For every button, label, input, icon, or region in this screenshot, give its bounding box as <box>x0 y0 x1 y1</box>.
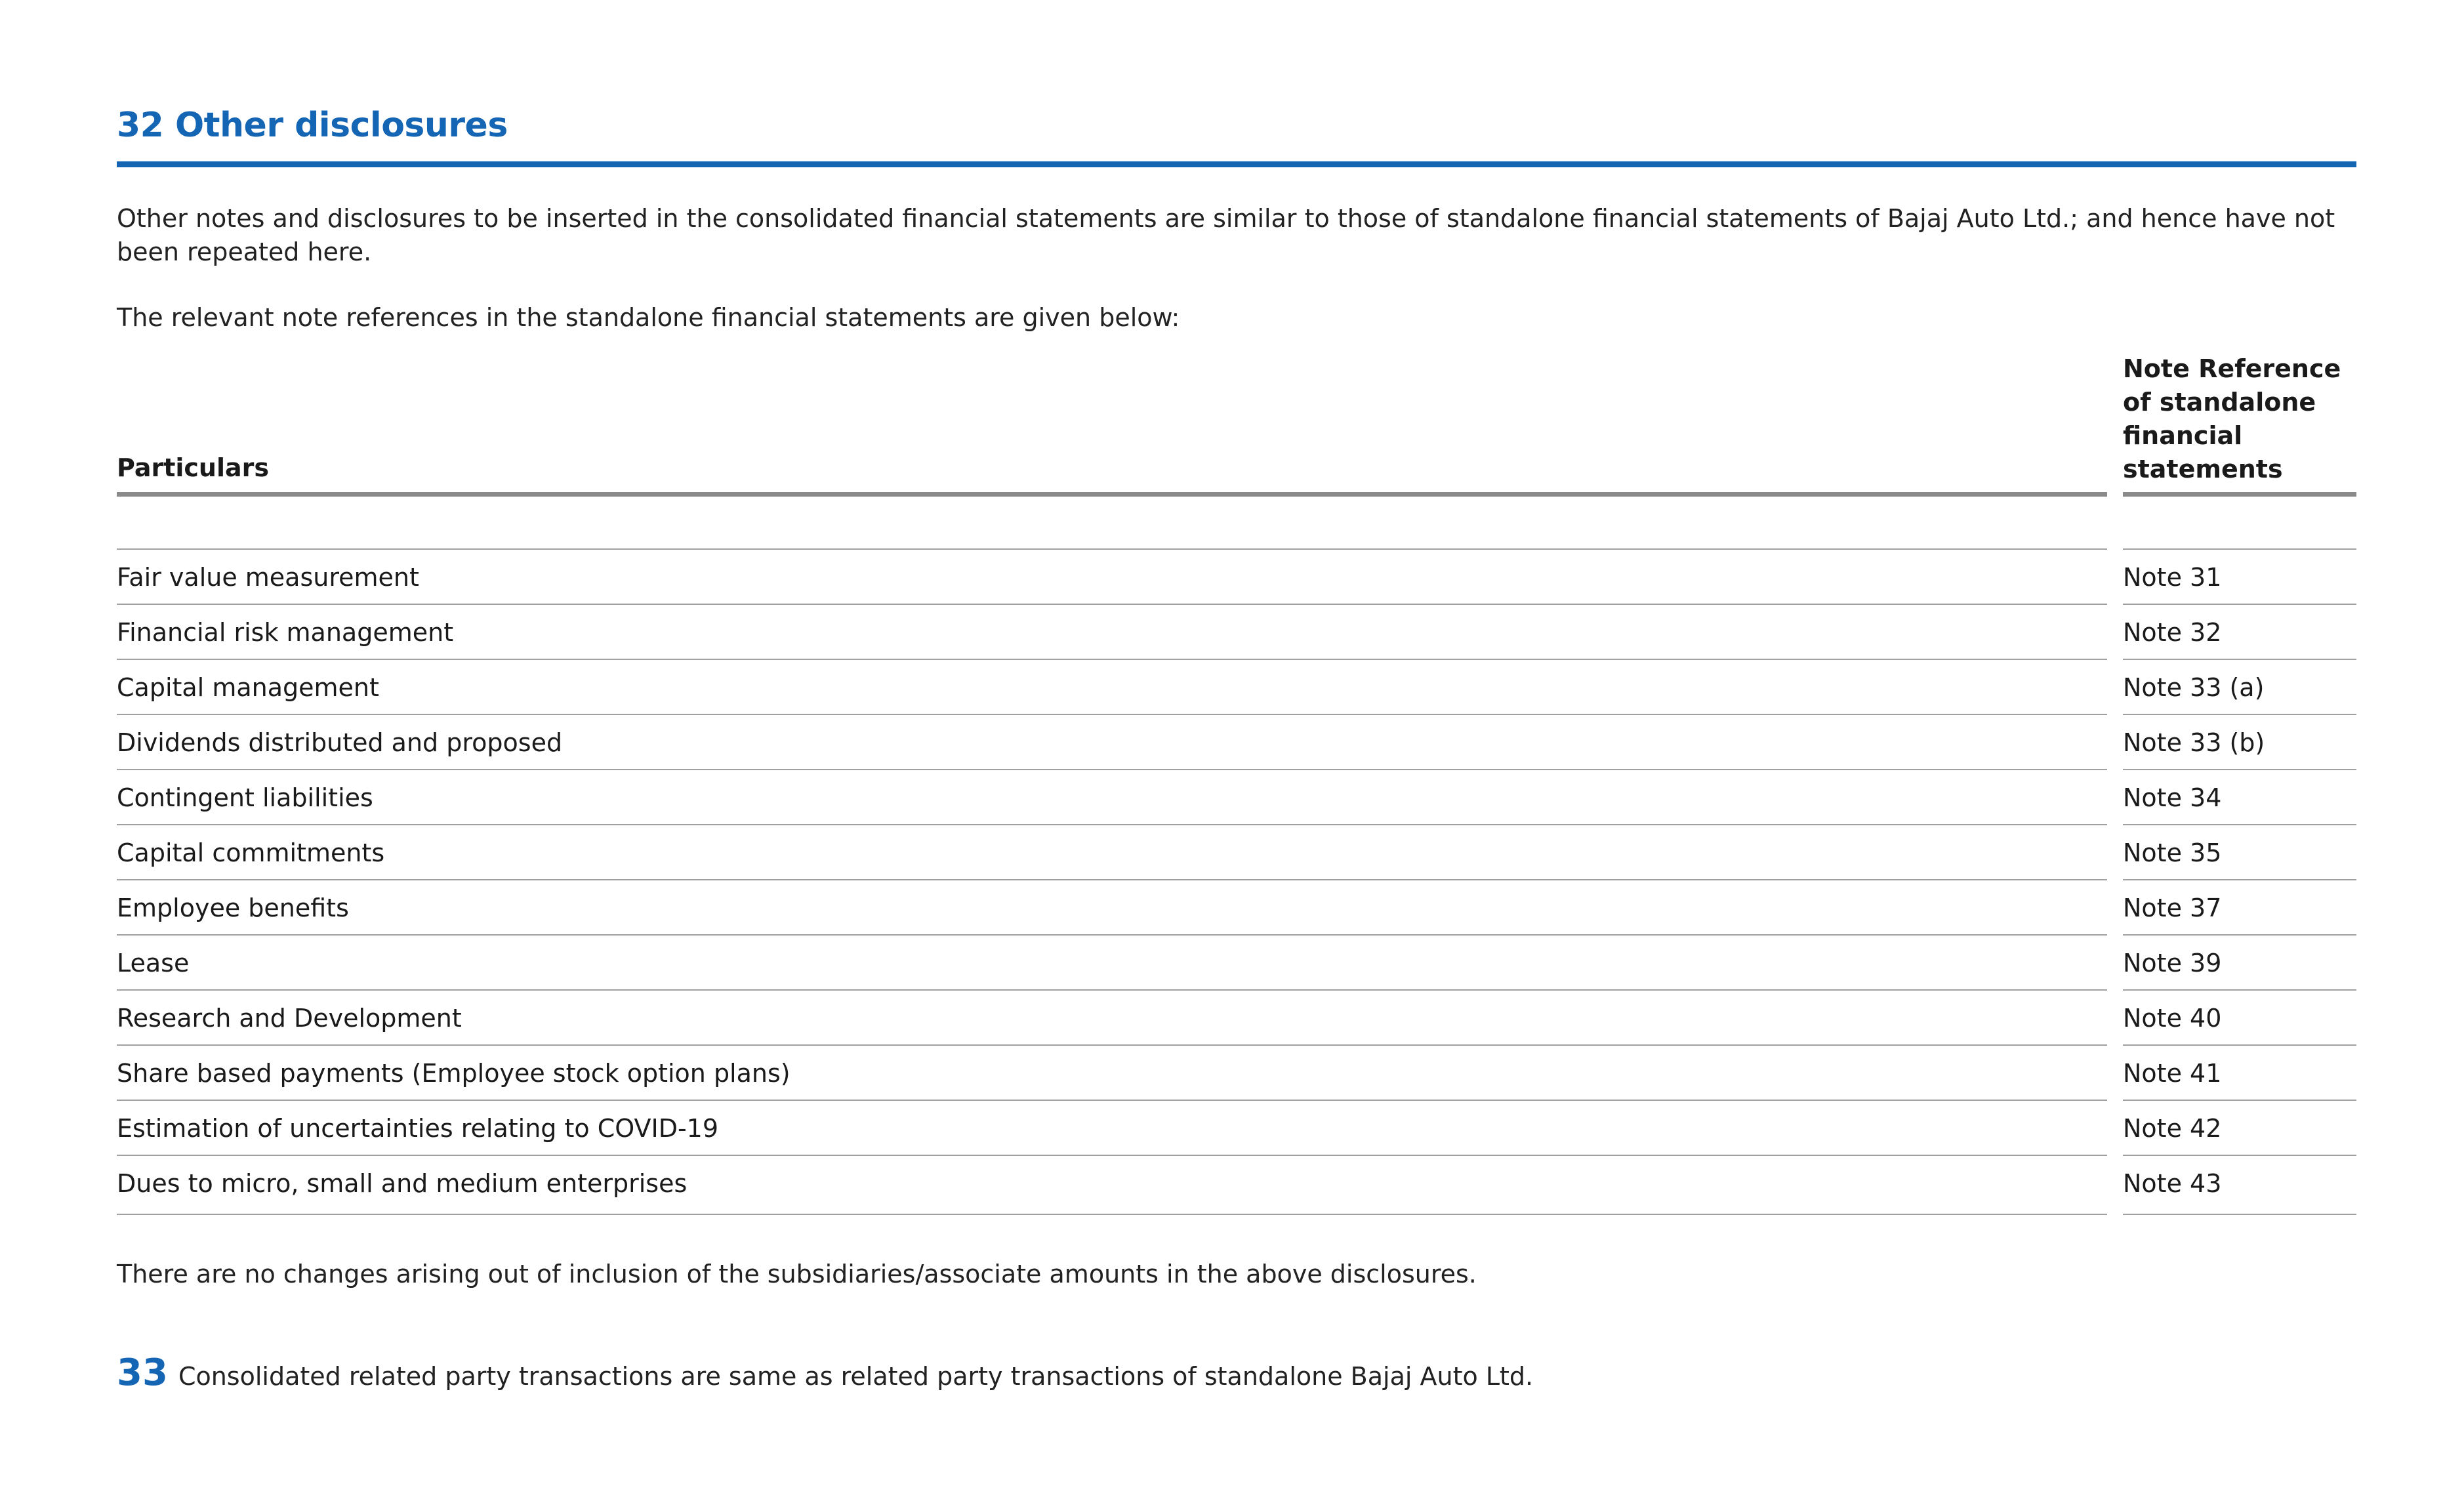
table-row <box>117 1046 2356 1101</box>
note-33 <box>117 1351 1533 1394</box>
section-title: 32 Other disclosures <box>117 106 508 145</box>
particular-cell: Employee benefits <box>117 879 2107 936</box>
note-reference-cell: Note 33 (a) <box>2123 659 2356 715</box>
table-row <box>117 770 2356 825</box>
table-bottom-rule-note-reference <box>2123 1214 2356 1215</box>
particular-cell: Research and Development <box>117 989 2107 1046</box>
intro-paragraph: Other notes and disclosures to be inserted in the consolidated financial statements are similar to those of standalone financial statements of Bajaj Auto Ltd.; and hence have not been repeated here. <box>117 204 2335 266</box>
note-reference-cell: Note 40 <box>2123 989 2356 1046</box>
section-title-rule <box>117 161 2356 167</box>
note-reference-cell: Note 35 <box>2123 824 2356 880</box>
note-reference-cell: Note 31 <box>2123 548 2356 605</box>
header-rule-note-reference <box>2123 492 2356 497</box>
note-reference-cell: Note 34 <box>2123 769 2356 825</box>
particular-cell: Lease <box>117 934 2107 991</box>
note-33-text: Consolidated related party transactions are same as related party transactions of standalone Bajaj Auto Ltd. <box>178 1362 1534 1391</box>
particular-cell: Financial risk management <box>117 604 2107 660</box>
note-reference-cell: Note 42 <box>2123 1100 2356 1156</box>
header-rule-particulars <box>117 492 2107 497</box>
table-row <box>117 1101 2356 1156</box>
particular-cell: Estimation of uncertainties relating to COVID-19 <box>117 1100 2107 1156</box>
table-row <box>117 936 2356 991</box>
table-intro-paragraph: The relevant note references in the standalone financial statements are given below: <box>117 303 1180 332</box>
particular-cell: Capital management <box>117 659 2107 715</box>
note-reference-cell: Note 37 <box>2123 879 2356 936</box>
table-row <box>117 880 2356 936</box>
particular-cell: Capital commitments <box>117 824 2107 880</box>
particular-cell: Contingent liabilities <box>117 769 2107 825</box>
table-row <box>117 825 2356 880</box>
particular-cell: Dues to micro, small and medium enterprises <box>117 1155 2107 1211</box>
table-row <box>117 991 2356 1046</box>
particular-cell: Fair value measurement <box>117 548 2107 605</box>
note-reference-cell: Note 32 <box>2123 604 2356 660</box>
note-reference-cell: Note 33 (b) <box>2123 714 2356 770</box>
note-33-number: 33 <box>117 1351 168 1394</box>
particular-cell: Share based payments (Employee stock option plans) <box>117 1044 2107 1101</box>
note-reference-cell: Note 41 <box>2123 1044 2356 1101</box>
table-bottom-rule-particulars <box>117 1214 2107 1215</box>
closing-paragraph: There are no changes arising out of inclusion of the subsidiaries/associate amounts in the above disclosures. <box>117 1260 1477 1288</box>
table-row <box>117 605 2356 660</box>
column-header-note-reference: Note Reference of standalone financial statements <box>2123 354 2341 484</box>
table-row <box>117 550 2356 605</box>
note-reference-cell: Note 39 <box>2123 934 2356 991</box>
column-header-particulars: Particulars <box>117 453 270 482</box>
particular-cell: Dividends distributed and proposed <box>117 714 2107 770</box>
table-row <box>117 660 2356 715</box>
table-row <box>117 715 2356 770</box>
note-reference-cell: Note 43 <box>2123 1155 2356 1211</box>
note-reference-table <box>117 550 2356 1211</box>
table-row <box>117 1156 2356 1211</box>
